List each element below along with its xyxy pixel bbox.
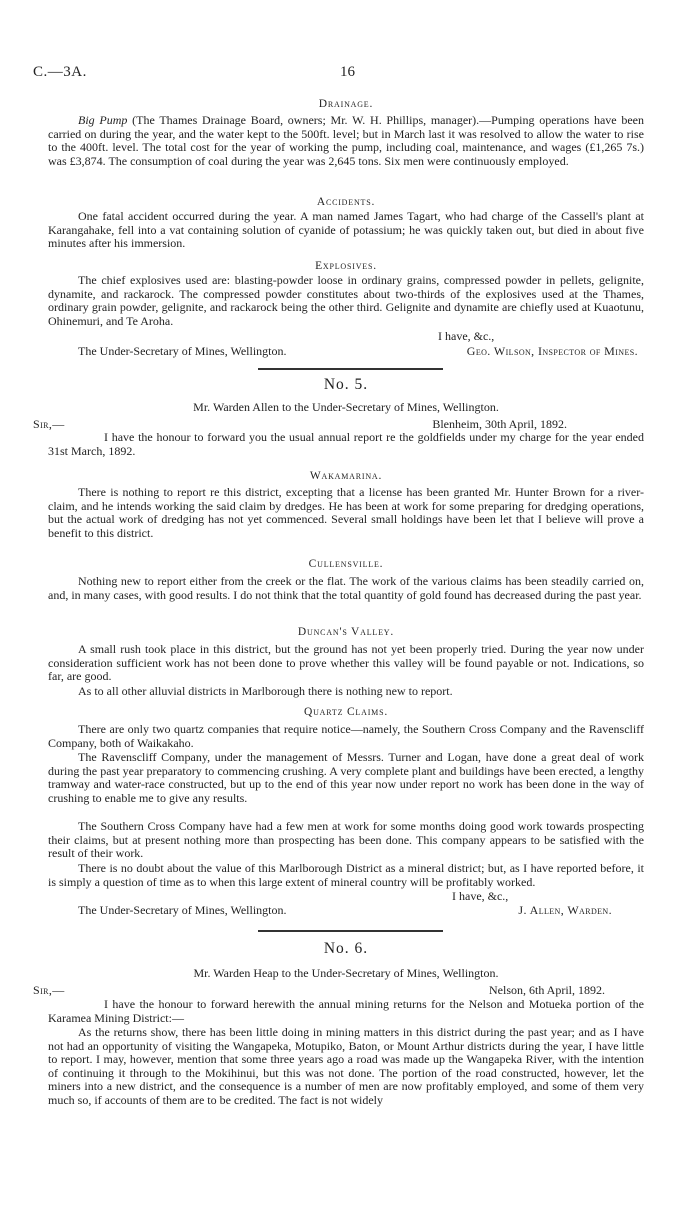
no5-heading: Mr. Warden Allen to the Under-Secretary of Mines, Wellington. [193,400,499,414]
accidents-title: Accidents. [316,196,376,208]
duncans-valley-paragraph: A small rush took place in this district, but the ground has not yet been properly tried. During the year now under consideration sufficient work has not been done to prove whether this valley will be found payable or not. Indications, so far, are good. [48,642,644,683]
signature-row-1 [78,345,638,359]
cullensville-title: Cullensville. [308,558,384,570]
signature-1: Geo. Wilson, Inspector of Mines. [466,344,638,358]
cullensville-paragraph: Nothing new to report either from the creek or the flat. The work of the various claims has been steadily carried on, and, in many cases, with good results. I do not think that the total quantity of gold found has decreased during the past year. [48,574,644,602]
no6-place-date: Nelson, 6th April, 1892. [489,983,605,997]
drainage-text: (The Thames Drainage Board, owners; Mr. W. H. Phillips, manager).—Pumping operations have been carried on during the year, and the water kept to the 500ft. level; but in March last it was resolved to allow the water to rise to the 400ft. level. The total cost for the year of working the pump, including coal, maintenance, and wages (£1,265 7s.) was £3,874. The consumption of coal during the year was 2,645 tons. Six men were continuously employed. [48,113,644,168]
section-divider-1 [258,368,443,370]
quartz-paragraph-4: There is no doubt about the value of this Marlborough District as a mineral district; but, as I have reported before, it is simply a question of time as to when this large extent of mineral country will be profitably worked. [48,861,644,889]
no6-salutation-row [33,984,633,998]
quartz-paragraph-2: The Ravenscliff Company, under the management of Messrs. Turner and Logan, have done a great deal of work during the past year preparatory to commencing crushing. A very complete plant and buildings have been erected, a lengthy tramway and water-race constructed, but up to the end of this year now under report no work has been done in the way of crushing to enable me to give any results. [48,750,644,805]
accidents-paragraph [48,210,644,251]
closing-1: I have, &c., [438,329,495,343]
no6-intro: I have the honour to forward herewith the annual mining returns for the Nelson and Motueka portion of the Karamea Mining District:— [48,997,644,1025]
no5-number: No. 5. [323,376,369,393]
signature-row-2 [78,904,612,918]
drainage-paragraph [48,114,644,168]
no6-number: No. 6. [323,940,369,957]
explosives-paragraph [48,274,644,328]
section-divider-2 [258,930,443,932]
addressee-2: The Under-Secretary of Mines, Wellington. [78,903,287,917]
accidents-text: One fatal accident occurred during the year. A man named James Tagart, who had charge of the Cassell's plant at Karangahake, fell into a vat containing solution of cyanide of potassium; he was quickly taken out, but died in about five minutes after his immersion. [48,209,644,250]
no6-paragraph-1: As the returns show, there has been little doing in mining matters in this district during the past year; and as I have not had an opportunity of visiting the Wangapeka, Motupiko, Baton, or Mount Arthur districts during the year, I have little to report. I may, however, mention that some three years ago a road was made up the Wangapeka River, with the intention of continuing it through to the Mokihinui, but this was not done. The portion of the road constructed, however, let the miners into a new district, and the consequence is a number of men are now profitably employed, and some of them very much so, if accounts of them are to be credited. The fact is not widely [48,1025,644,1107]
alluvial-paragraph: As to all other alluvial districts in Marlborough there is nothing new to report. [78,684,453,698]
closing-2: I have, &c., [452,889,509,903]
no5-intro: I have the honour to forward you the usual annual report re the goldfields under my charge for the year ended 31st March, 1892. [48,430,644,458]
explosives-title: Explosives. [315,260,377,272]
no6-salutation: Sir,— [33,983,65,997]
no6-heading: Mr. Warden Heap to the Under-Secretary of Mines, Wellington. [193,966,499,980]
drainage-title: Drainage. [318,98,374,110]
quartz-claims-title: Quartz Claims. [304,706,388,718]
page-number: 16 [340,64,355,80]
big-pump-label: Big Pump [78,113,128,127]
no5-place-date: Blenheim, 30th April, 1892. [432,417,567,431]
explosives-text: The chief explosives used are: blasting-powder loose in ordinary grains, compressed powder in pellets, gelignite, dynamite, and rackarock. The compressed powder constitutes about two-thirds of the explosives used at the Thames, ordinary grain powder, gelignite, and rackarock being the other third. Gelignite and dynamite are chiefly used at Kuaotunu, Ohinemuri, and Te Aroha. [48,273,644,328]
quartz-paragraph-3: The Southern Cross Company have had a few men at work for some months doing good work towards prospecting their claims, but at present nothing more than prospecting has been done. This company appears to be satisfied with the result of their work. [48,819,644,860]
duncans-valley-title: Duncan's Valley. [297,626,395,638]
signature-2: J. Allen, Warden. [518,903,612,917]
quartz-paragraph-1: There are only two quartz companies that require notice—namely, the Southern Cross Company and the Ravenscliff Company, both of Waikakaho. [48,722,644,750]
wakamarina-title: Wakamarina. [309,470,383,482]
wakamarina-paragraph: There is nothing to report re this district, excepting that a license has been granted Mr. Hunter Brown for a river-claim, and he intends working the said claim by dredges. He has been at work for some preparing for dredging operations, but the actual work of dredging has not yet commenced. Several small holdings have been let that I believe will prove a benefit to this district. [48,485,644,540]
addressee-1: The Under-Secretary of Mines, Wellington. [78,344,287,358]
no5-salutation: Sir,— [33,417,65,431]
report-code: C.—3A. [33,64,87,80]
